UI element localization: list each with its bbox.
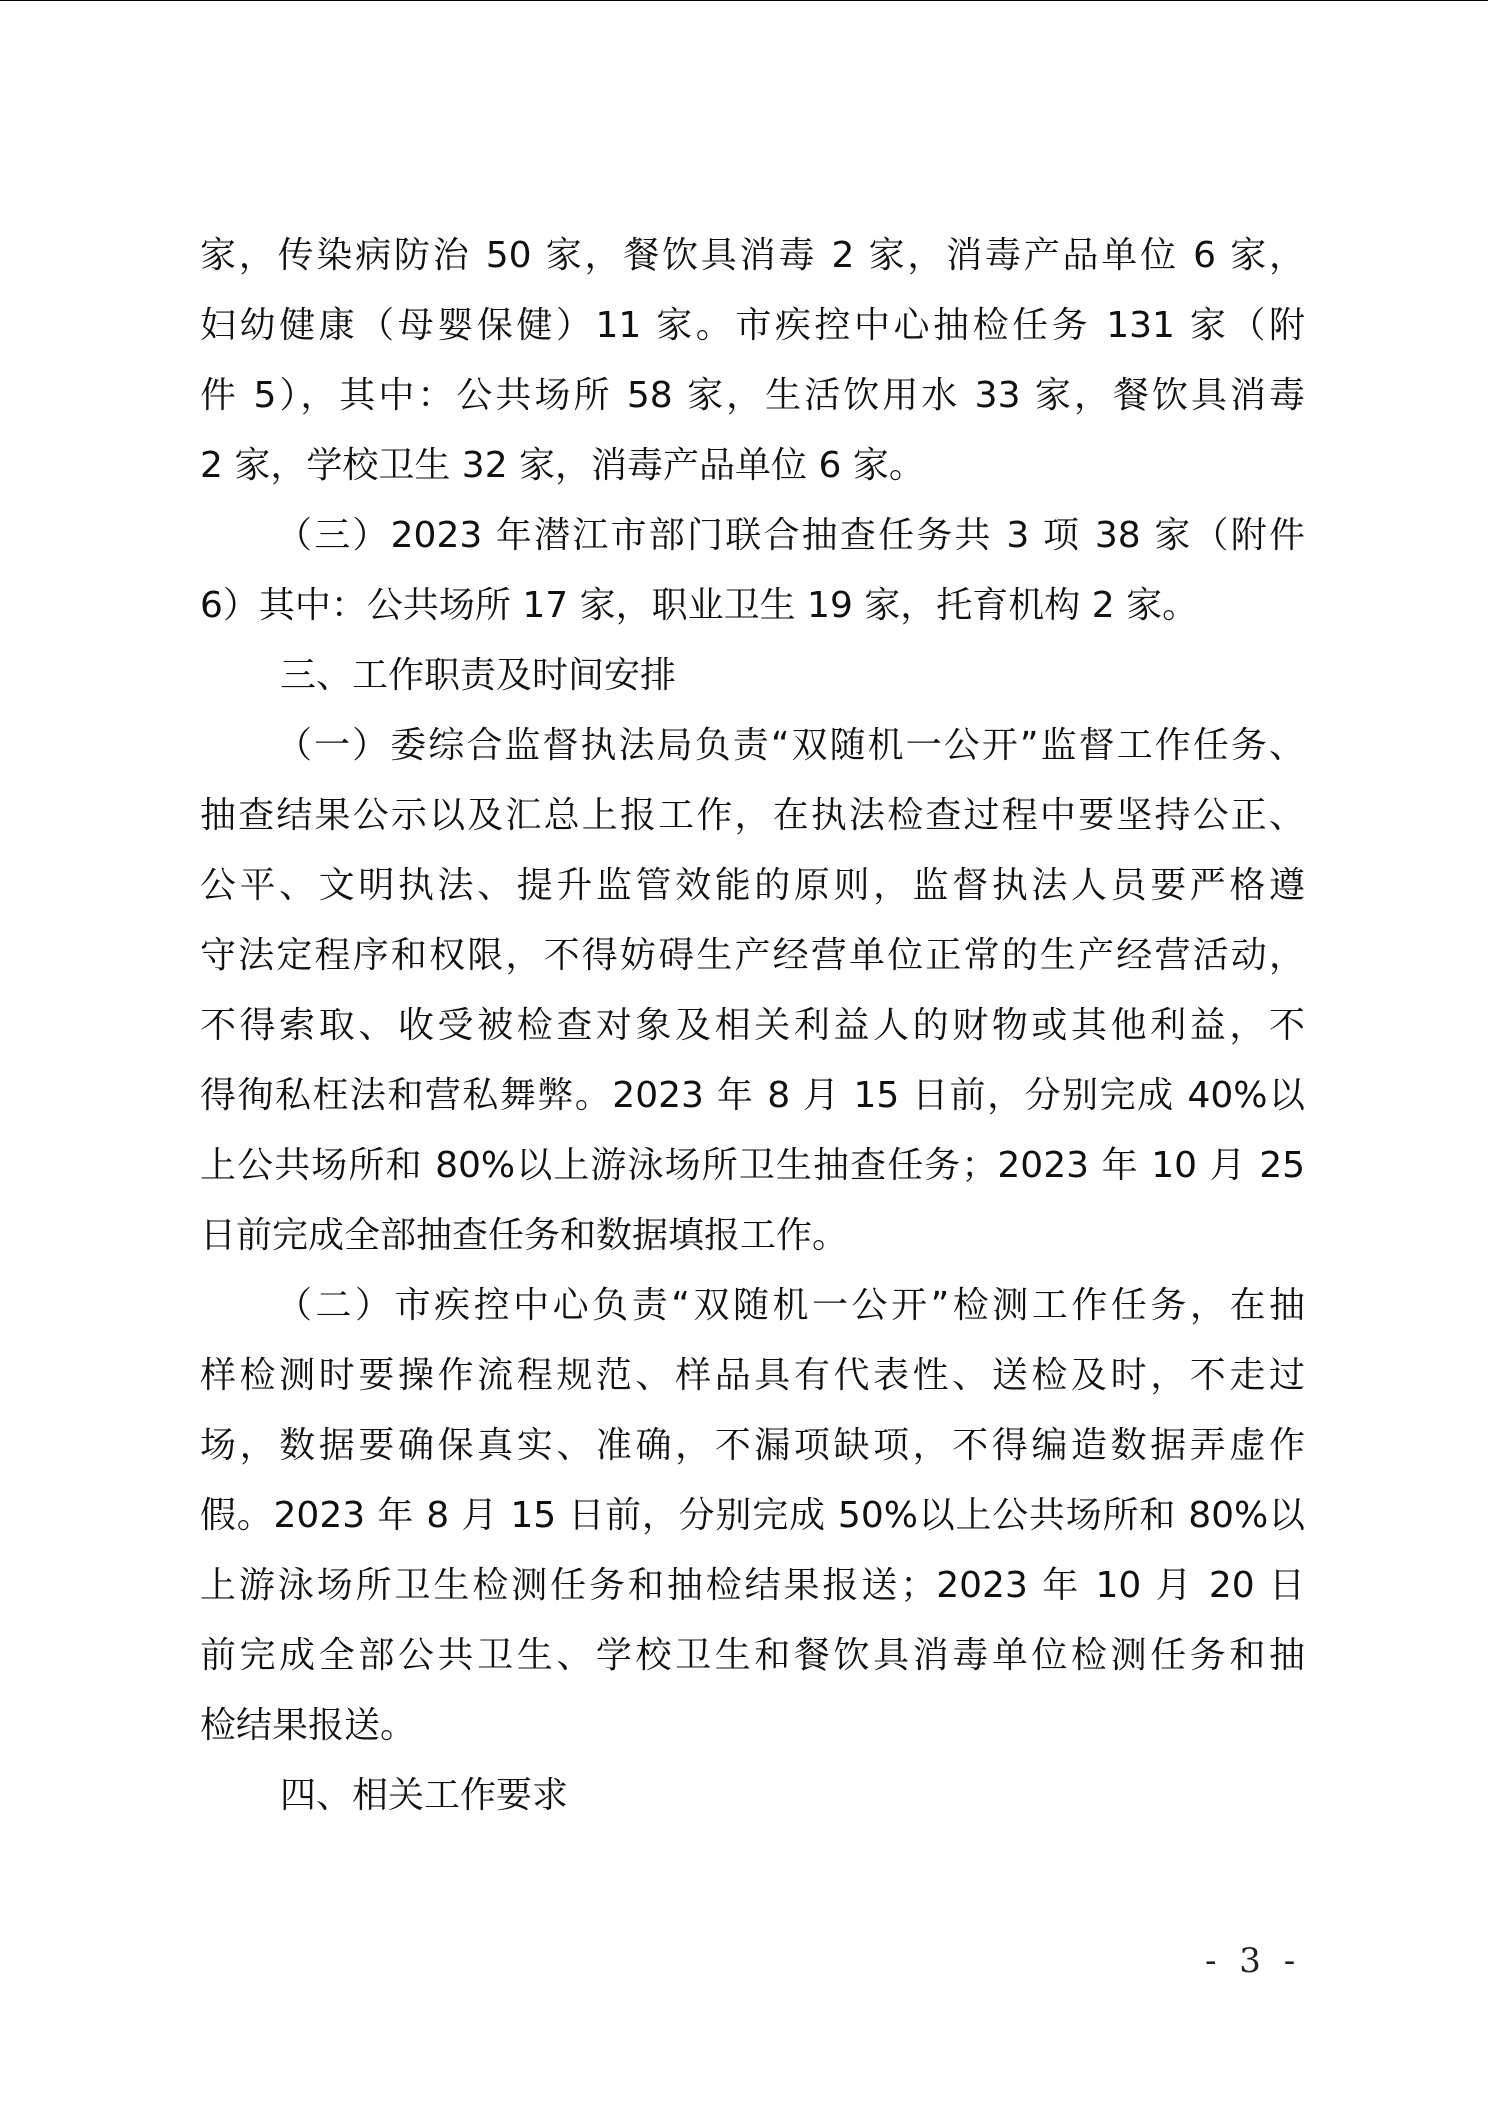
text-line: 检结果报送。 [200, 1705, 417, 1746]
text-line: 上公共场所和 80%以上游泳场所卫生抽查任务；2023 年 10 月 25 [200, 1145, 1305, 1186]
document-body [200, 221, 1305, 1831]
text-line: 守法定程序和权限，不得妨碍生产经营单位正常的生产经营活动， [200, 935, 1305, 976]
text-line: 2 家，学校卫生 32 家，消毒产品单位 6 家。 [200, 445, 925, 486]
text-line: 件 5），其中：公共场所 58 家，生活饮用水 33 家，餐饮具消毒 [200, 375, 1305, 416]
text-line: 家，传染病防治 50 家，餐饮具消毒 2 家，消毒产品单位 6 家， [200, 235, 1305, 276]
text-line: 妇幼健康（母婴保健）11 家。市疾控中心抽检任务 131 家（附 [200, 305, 1305, 346]
section-heading: 四、相关工作要求 [280, 1775, 569, 1816]
text-line: 日前完成全部抽查任务和数据填报工作。 [200, 1215, 849, 1256]
text-line: 上游泳场所卫生检测任务和抽检结果报送；2023 年 10 月 20 日 [200, 1565, 1305, 1606]
text-line: 公平、文明执法、提升监管效能的原则，监督执法人员要严格遵 [200, 865, 1305, 906]
text-line: 场，数据要确保真实、准确，不漏项缺项，不得编造数据弄虚作 [200, 1425, 1305, 1466]
text-line: 不得索取、收受被检查对象及相关利益人的财物或其他利益，不 [200, 1005, 1305, 1046]
text-line: 样检测时要操作流程规范、样品具有代表性、送检及时，不走过 [200, 1355, 1305, 1396]
text-line: 抽查结果公示以及汇总上报工作，在执法检查过程中要坚持公正、 [200, 795, 1305, 836]
text-line: 6）其中：公共场所 17 家，职业卫生 19 家，托育机构 2 家。 [200, 585, 1199, 626]
text-line: 假。2023 年 8 月 15 日前，分别完成 50%以上公共场所和 80%以 [200, 1495, 1305, 1536]
paragraph-first-line: （二）市疾控中心负责“双随机一公开”检测工作任务，在抽 [276, 1285, 1305, 1326]
section-heading: 三、工作职责及时间安排 [280, 655, 677, 696]
text-line: 得徇私枉法和营私舞弊。2023 年 8 月 15 日前，分别完成 40%以 [200, 1075, 1305, 1116]
page-number: - 3 - [1205, 1941, 1302, 1981]
text-line: 前完成全部公共卫生、学校卫生和餐饮具消毒单位检测任务和抽 [200, 1635, 1305, 1676]
paragraph-first-line: （三）2023 年潜江市部门联合抽查任务共 3 项 38 家（附件 [276, 515, 1305, 556]
paragraph-first-line: （一）委综合监督执法局负责“双随机一公开”监督工作任务、 [276, 725, 1305, 766]
